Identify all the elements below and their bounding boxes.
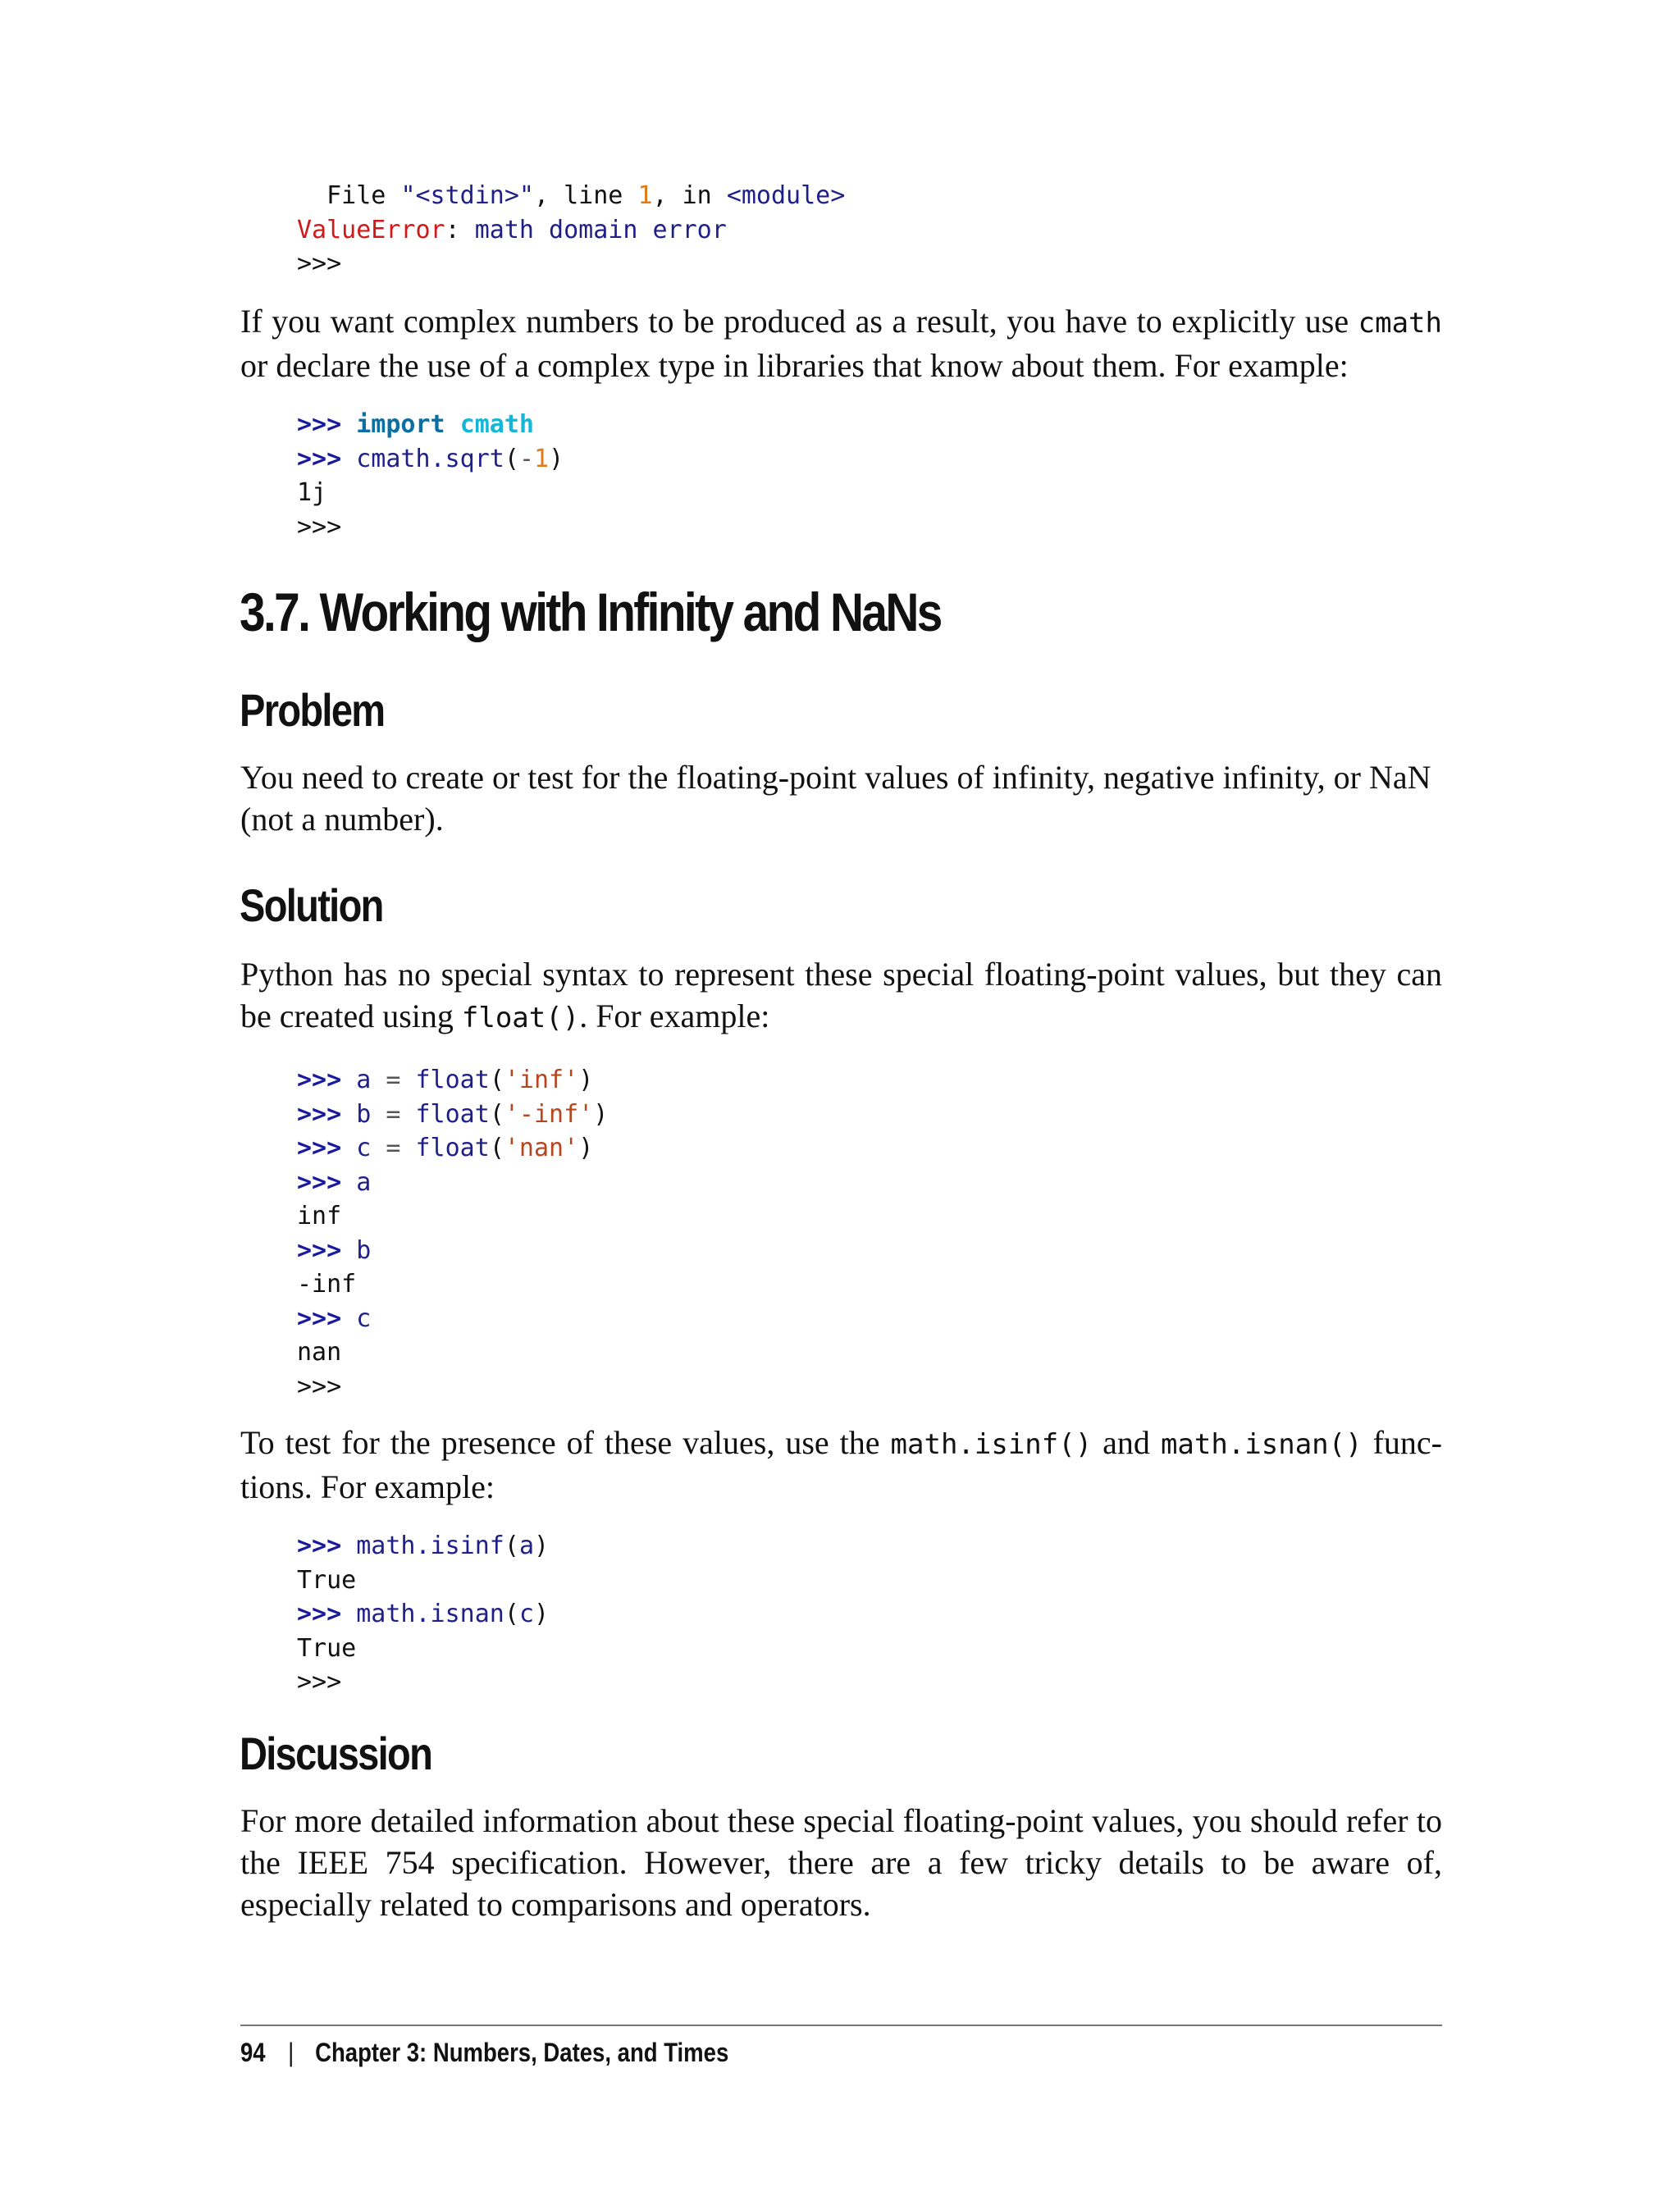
code-token: cmath.sqrt: [356, 444, 504, 473]
problem-text: You need to create or test for the floating-point values of infinity, negative infinity, or NaN (not a number).: [240, 759, 1431, 838]
code-token: =: [371, 1134, 416, 1162]
code-token: File: [326, 181, 386, 210]
code-token: 1: [534, 444, 550, 473]
discussion-text: For more detailed information about these special floating-point values, you should refer to the IEEE 754 specification. However, there are a few tricky details to be aware of, especially related to comparisons and operators.: [240, 1802, 1442, 1923]
code-line: [297, 1234, 608, 1268]
code-token: <module>: [726, 181, 846, 210]
code-indent: [297, 181, 326, 210]
code-token: (: [489, 1066, 504, 1094]
code-token: ): [549, 444, 564, 473]
footer-rule: [240, 2025, 1442, 2026]
code-token: (: [489, 1099, 504, 1129]
code-token: a: [356, 1066, 372, 1094]
code-line: [297, 1597, 549, 1632]
paragraph-text: and: [1092, 1424, 1161, 1461]
paragraph-text: If you want complex numbers to be produced as a result, you have to explicitly use: [240, 303, 1358, 340]
problem-heading: Problem: [240, 684, 385, 736]
chapter-title: Chapter 3: Numbers, Dates, and Times: [315, 2038, 729, 2067]
code-token: ): [578, 1066, 594, 1094]
code-token: =: [371, 1099, 416, 1129]
code-token: ): [534, 1600, 550, 1628]
code-token: float: [415, 1066, 490, 1094]
code-block-traceback: [297, 179, 845, 281]
paragraph-text: . For example:: [579, 998, 770, 1034]
solution-text: [240, 953, 1442, 1039]
code-line: [297, 179, 845, 213]
code-line: [297, 408, 564, 442]
code-token: 1: [637, 181, 653, 210]
paragraph: [240, 1422, 1442, 1508]
code-token: ): [593, 1099, 609, 1129]
section-title: 3.7. Working with Infinity and NaNs: [240, 582, 941, 642]
code-line: [297, 1131, 608, 1166]
code-line: >>>: [297, 249, 342, 278]
code-token: a: [356, 1167, 372, 1197]
paragraph-text: To test for the presence of these values, use the: [240, 1424, 891, 1461]
code-token: c: [518, 1600, 534, 1628]
code-token: cmath: [459, 410, 534, 439]
code-token: ,: [534, 181, 564, 210]
code-token: "<stdin>": [400, 181, 534, 210]
code-line: [297, 1098, 608, 1132]
discussion-heading: Discussion: [240, 1728, 432, 1779]
code-token: (: [504, 1600, 519, 1628]
code-prompt: >>>: [297, 410, 357, 439]
code-line: [297, 213, 845, 248]
code-prompt: >>>: [297, 1303, 357, 1333]
page-number: 94: [240, 2038, 266, 2067]
paragraph: [240, 300, 1442, 386]
code-prompt: >>>: [297, 1134, 357, 1162]
code-token: b: [356, 1235, 372, 1265]
code-token: '-inf': [504, 1099, 594, 1129]
code-token: ): [578, 1134, 594, 1162]
code-token: (: [504, 1532, 519, 1560]
code-token: b: [356, 1099, 372, 1129]
code-token: (: [489, 1134, 504, 1162]
footer-separator: |: [288, 2038, 294, 2067]
code-token: a: [518, 1532, 534, 1560]
solution-heading: Solution: [240, 879, 383, 931]
code-token: math domain error: [474, 215, 727, 244]
code-token: 'nan': [504, 1134, 579, 1162]
paragraph-text: Python has no special syntax to represent these special floating-point values, but they can be created using: [240, 956, 1442, 1034]
code-token: c: [356, 1303, 372, 1333]
code-line: >>>: [297, 1372, 342, 1401]
code-line: inf: [297, 1202, 342, 1230]
code-block-float: [297, 1063, 608, 1404]
inline-code: cmath: [1358, 307, 1442, 340]
code-line: True: [297, 1633, 357, 1663]
code-token: float: [415, 1134, 490, 1162]
code-line: >>>: [297, 512, 342, 541]
code-prompt: >>>: [297, 1066, 357, 1094]
code-line: [297, 1529, 549, 1564]
code-prompt: >>>: [297, 1099, 357, 1129]
code-line: True: [297, 1565, 357, 1595]
paragraph-text: functions. For example:: [240, 1424, 1442, 1505]
code-prompt: >>>: [297, 1600, 357, 1628]
code-prompt: >>>: [297, 444, 357, 473]
code-prompt: >>>: [297, 1532, 357, 1560]
code-block-isinf: [297, 1529, 549, 1700]
code-line: [297, 1063, 608, 1098]
code-token: =: [371, 1066, 416, 1094]
code-token: ValueError: [297, 215, 445, 244]
code-token: :: [445, 215, 475, 244]
code-prompt: >>>: [297, 1167, 357, 1197]
code-token: float: [415, 1099, 490, 1129]
inline-code: math.isinf(): [890, 1428, 1093, 1461]
code-token: in: [682, 181, 712, 210]
code-line: 1j: [297, 478, 327, 507]
code-token: (: [504, 444, 519, 473]
code-token: [623, 181, 637, 210]
code-token: line: [564, 181, 623, 210]
code-token: ): [534, 1532, 550, 1560]
code-line: nan: [297, 1338, 342, 1367]
paragraph-text: or declare the use of a complex type in libraries that know about them. For example:: [240, 347, 1349, 384]
code-prompt: >>>: [297, 1235, 357, 1265]
code-block-cmath: [297, 408, 564, 544]
code-line: [297, 1166, 608, 1200]
page-footer: [240, 2038, 728, 2068]
code-line: -inf: [297, 1270, 357, 1299]
code-token: -: [518, 444, 534, 473]
code-token: math.isnan: [356, 1600, 504, 1628]
code-token: ,: [652, 181, 682, 210]
code-token: 'inf': [504, 1066, 579, 1094]
code-token: c: [356, 1134, 372, 1162]
code-line: [297, 1302, 608, 1336]
inline-code: float(): [461, 1002, 580, 1034]
inline-code: math.isnan(): [1160, 1428, 1363, 1461]
code-token: math.isinf: [356, 1532, 504, 1560]
code-line: [297, 442, 564, 477]
code-token: import: [356, 410, 445, 439]
code-line: >>>: [297, 1668, 342, 1696]
